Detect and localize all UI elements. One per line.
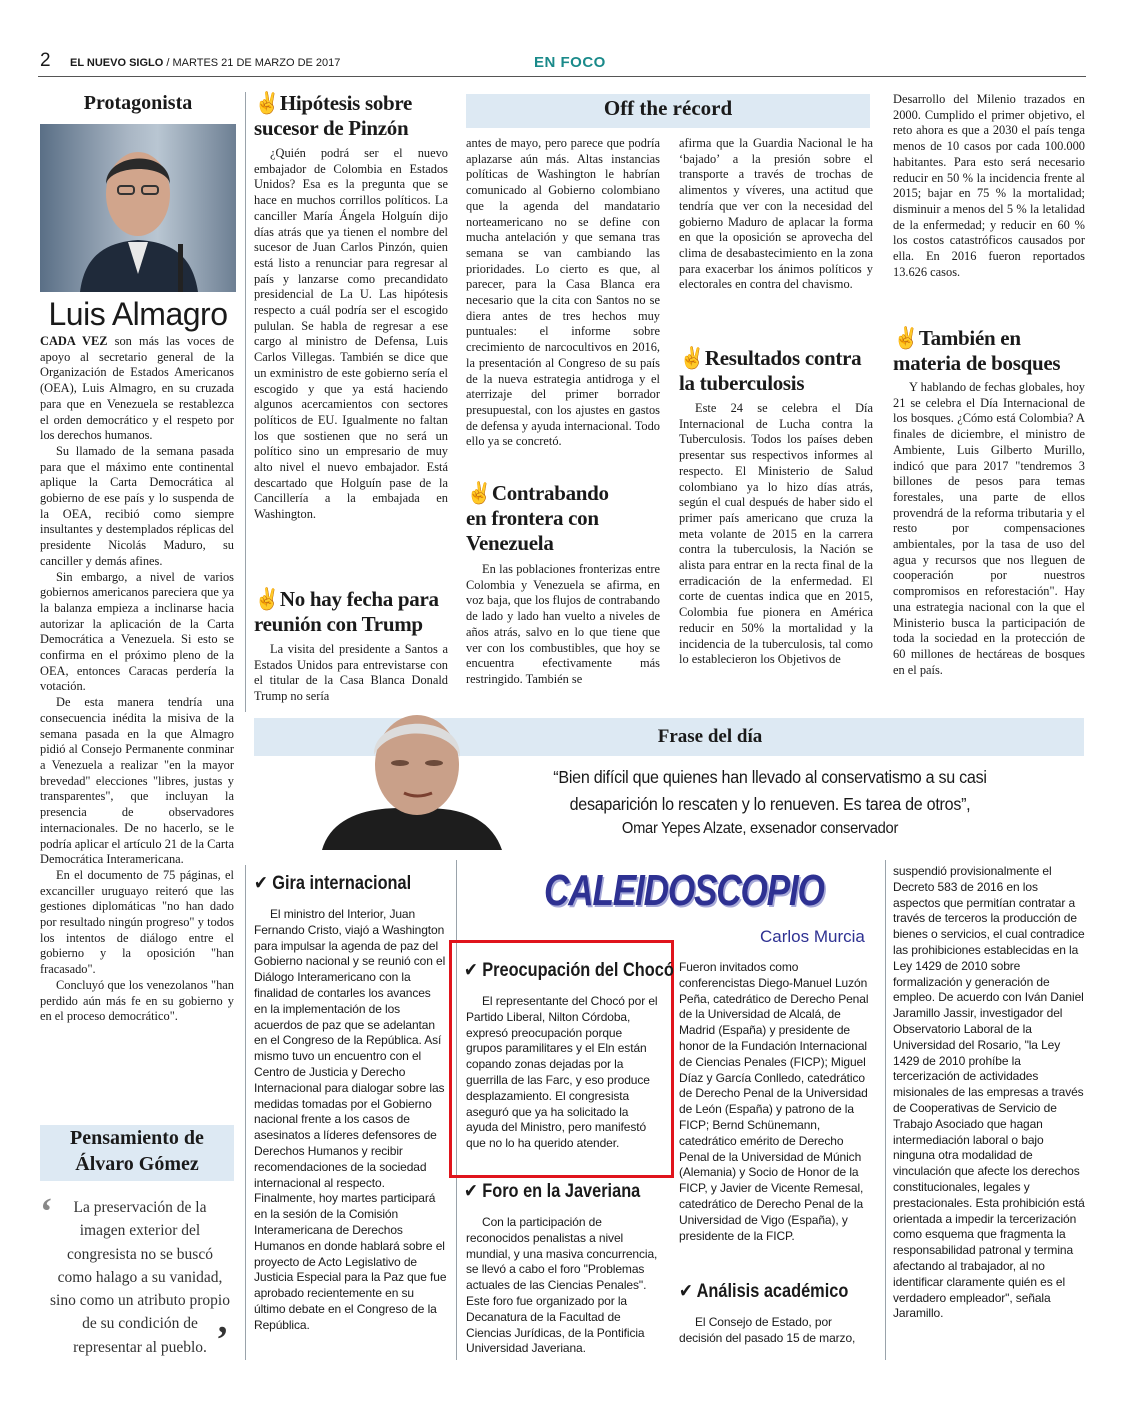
protagonista-p6: Concluyó que los venezolanos "han perdido aún más fe en su gobierno y en el proceso democrático". [40, 977, 234, 1024]
check-icon: ✔ [679, 1280, 693, 1302]
pensamiento-heading-2: Álvaro Gómez [75, 1153, 199, 1175]
check-icon: ✔ [254, 872, 268, 894]
headline-tuberculosis: ✌Resultados contra la tuberculosis [679, 346, 862, 395]
check-icon: ✔ [464, 1180, 478, 1202]
foro-text: Con la participación de reconocidos penalistas a nivel mundial, y una masiva concurrencia, se llevó a cabo el foro "Problemas actuales de las Ciencias Penales". Este foro fue organizado por la Decanatura de la Facultad de Ciencias Jurídicas, de la Pontificia Universidad Javeriana. [466, 1215, 658, 1356]
bosques-text: Y hablando de fechas globales, hoy 21 se celebra el Día Internacional de los bosques. ¿Cómo está Colombia? A finales de diciembre, el ministro de Ambiente, Luis Gilberto Murillo, indicó que para 2017 "tendremos 3 billones de pesos para temas forestales, una parte de ellos provendrá de la reforma tributaria y el resto por compensaciones ambientales, por la tasa de uso del agua y recursos que nos lleguen de cooperación por nuestros compromisos en reforestación". Hay una estrategia nacional con la que el Ministerio busca la participación de toda la sociedad en la protección de 60 millones de hectáreas de bosques en el país. [893, 380, 1085, 677]
contrabando-text: En las poblaciones fronterizas entre Colombia y Venezuela se afirma, en voz baja, que los flujos de contrabando de lado y lado han vuelto a niveles de años atrás, salvo en lo que tiene que ver con los combustibles, que hoy se encuentra efectivamente más restringido. También se [466, 562, 660, 686]
conferencistas-text: Fueron invitados como conferencistas Diego-Manuel Luzón Peña, catedrático de Derecho Penal de la Universidad de Alcalá, de Madrid (España) y presidente de honor de la Fundación Internacional de Ciencias Penales (FICP); Miguel Díaz y García Conlledo, catedrático de Derecho Penal de la Universidad de León (España) y patrono de la FICP; Bernd Schünemann, catedrático emérito de Derecho Penal de la Universidad de Múnich (Alemania) y Socio de Honor de la FICP, y Javier de Vicente Remesal, catedrático de Derecho Penal de la Universidad de Vigo (España), y presidente de la FICP. [679, 960, 869, 1243]
headline-hipotesis: ✌Hipótesis sobre sucesor de Pinzón [254, 91, 413, 140]
open-quote-icon: ‘ [40, 1191, 53, 1233]
headline-analisis: ✔ Análisis académico [679, 1280, 849, 1302]
hand-icon: ✌ [679, 346, 705, 370]
pensamiento-box [40, 1125, 234, 1181]
date-line: / MARTES 21 DE MARZO DE 2017 [166, 57, 341, 69]
frase-photo [322, 705, 502, 850]
analisis-text: El Consejo de Estado, por decisión del pasado 15 de marzo, [679, 1315, 856, 1345]
gira-text: El ministro del Interior, Juan Fernando Cristo, viajó a Washington para impulsar la agenda de paz del Gobierno nacional y se reunió con el Diálogo Interamericano con la finalidad de contarles los avances en la implementación de los acuerdos de paz que se adelantan en el Congreso de la República. Así mismo tuvo un encuentro con el Centro de Justicia y Derecho Internacional para dialogar sobre las medidas tomadas por el Gobierno nacional frente a los casos de asesinatos a líderes defensores de Derechos Humanos y recibir recomendaciones de la sociedad internacional al respecto. Finalmente, hoy martes participará en la sesión de la Comisión Interamericana de Derechos Humanos en donde hablará sobre el proyecto de Acto Legislativo de Justicia Especial para la Paz que fue aprobado recientemente en su último debate en el Congreso de la República. [254, 907, 447, 1332]
off-the-record-heading: Off the récord [603, 96, 733, 120]
col5-text-top: Desarrollo del Milenio trazados en 2000. Cumplido el primer objetivo, el reto ahora es que a 2030 el país tenga menos de 10 casos por cada 100.000 habitantes. Para esto será necesario reducir en 50 % la incidencia frente al 2015; bajar en 75 % la mortalidad; disminuir a menos del 5 % la letalidad de la enfermedad; y reducir en 60 % los costos catastróficos causados por ella. En 2016 fueron reportados 13.626 casos. [893, 92, 1085, 279]
pensamiento-heading-1: Pensamiento de [70, 1127, 204, 1149]
headline-no-hay-fecha: ✌No hay fecha para reunión con Trump [254, 587, 439, 636]
headline-choco: ✔ Preocupación del Chocó [464, 959, 674, 981]
frase-quote [540, 764, 1000, 818]
caleidoscopio-title: CALEIDOSCOPIO [544, 866, 824, 915]
masthead [70, 57, 340, 69]
headline-bosques: ✌También en materia de bosques [893, 326, 1061, 375]
off-col-b: afirma que la Guardia Nacional le ha ‘bajado’ a la presión sobre el transporte a través de trochas de alimentos y víveres, una actitud que tendría que ver con la necesidad del gobierno Maduro de aplacar la forma en que la oposición se aprovecha del clima de desabastecimiento en la zona para exacerbar los ánimos políticos y electorales en contra del chavismo. [679, 136, 873, 292]
frase-author: Omar Yepes Alzate, exsenador conservador [621, 820, 899, 837]
hipotesis-text: ¿Quién podrá ser el nuevo embajador de Colombia en Estados Unidos? Esa es la pregunta que se hace en muchos corrillos políticos. La canciller María Ángela Holguín dijo días atrás que ya tienen el nombre del sucesor de Juan Carlos Pinzón, quien está listo a renunciar para regresar al país y lanzarse como precandidato presidencial de La U. Las hipótesis respecto a cuál podría ser el escogido pululan. Se habla de regresar a ese cargo al ministro de Defensa, Luis Carlos Villegas. También se dice que un exministro de este gobierno sería el escogido y que ya está haciendo algunos acercamientos con sectores políticos de EU. Igualmente no faltan los que sostienen que no será un político sino un empresario de muy alto nivel el nuevo embajador. Está descartado que Holguín pase de la Cancillería a la embajada en Washington. [254, 146, 448, 522]
headline-contrabando: ✌Contrabando en frontera con Venezuela [466, 481, 609, 555]
tuberculosis-text: Este 24 se celebra el Día Internacional de Lucha contra la Tuberculosis. Todos los países deben presentar sus respectivos informes al respecto. El Ministerio de Salud colombiano ya lo hizo días atrás, según el cual después de haber sido el primer país americano que cruza la meta volante de 2015 en la carrera contra la tuberculosis, la Nación se alista para entrar en la recta final de la erradicación de la enfermedad. El corte de cuentas indica que en 2015, Colombia fue pionera en América reducir en 50% la mortalidad y la incidencia de la tuberculosis, tal como lo establecieron los Objetivos de [679, 401, 873, 667]
lead-in: CADA VEZ [40, 334, 108, 348]
headline-gira: ✔ Gira internacional [254, 872, 412, 894]
no-hay-fecha-text: La visita del presidente a Santos a Estados Unidos para entrevistarse con el titular de la Casa Blanca Donald Trump no sería [254, 642, 448, 704]
protagonista-p2: Su llamado de la semana pasada para que el máximo ente continental aplique la Carta Democrática al gobierno de ese país y lo suspenda de la OEA, recibió como siempre insultantes y destemplados réplicas del presidente Nicolás Maduro, su canciller y demás afines. [40, 443, 234, 568]
off-col-a: antes de mayo, pero parece que podría aplazarse aún más. Altas instancias políticas de Washington le habrían comunicado al Gobierno colombiano que la agenda del mandatario norteamericano no se define con mucha antelación y que semana tras semana se van cambiando las prioridades. Lo cierto es que, al parecer, para la Casa Blanca era necesario que la cita con Santos no se diera antes de tres hechos muy puntuales: el informe sobre crecimiento de narcocultivos en 2016, la presentación al Congreso de su país de la nueva estrategia antidroga y el aterrizaje del primer borrador presupuestal, con los ajustes en gastos de defensa y ayuda internacional. Todo ello ya se concretó. [466, 136, 660, 449]
paper-name: EL NUEVO SIGLO [70, 57, 164, 69]
protagonista-p4: De esta manera tendría una consecuencia inédita la misiva de la semana pasada en la que Almagro pidió al Consejo Permanente conminar a Venezuela a realizar "en la mayor brevedad" elecciones "libres, justas y transparentes", que incluyan la presencia de observadores internacionales. De no hacerlo, se le podría aplicar el artículo 21 de la Carta Democrática Interamericana. [40, 695, 234, 867]
column-divider [885, 860, 886, 1360]
page-number: 2 [40, 50, 51, 71]
column-divider [245, 865, 246, 1360]
hand-icon: ✌ [254, 91, 280, 115]
portrait-photo [40, 124, 236, 292]
frase-line-2: desaparición lo rescaten y lo renueven. Es tarea de otros”, [569, 794, 971, 814]
frase-heading: Frase del día [657, 726, 763, 747]
section-label: EN FOCO [534, 54, 606, 71]
hand-icon: ✌ [466, 481, 492, 505]
caleidoscopio-author: Carlos Murcia [760, 927, 865, 946]
protagonista-heading: Protagonista [83, 92, 193, 114]
close-quote-icon: ’ [216, 1319, 229, 1361]
hand-icon: ✌ [893, 326, 919, 350]
column-divider [245, 92, 246, 712]
protagonista-text [40, 334, 234, 1025]
hand-icon: ✌ [254, 587, 280, 611]
protagonista-p5: En el documento de 75 páginas, el excanciller uruguayo reiteró que las gestiones diplomáticas "no han dado por resultado ningún progreso" y todos los intentos de diálogo entre el gobierno y la oposición "han fracasado". [40, 867, 234, 977]
masthead-rule [38, 76, 1086, 77]
protagonista-p1: son más las voces de apoyo al secretario general de la Organización de Estados Americanos (OEA), Luis Almagro, en su cruzada para que en Venezuela se restablezca el orden democrático y el respeto por los derechos humanos. [40, 334, 234, 443]
pensamiento-quote: La preservación de la imagen exterior del congresista no se buscó como halago a su vanidad, sino como un atributo propio de su condición de representar al pueblo. [50, 1199, 230, 1356]
choco-text: El representante del Chocó por el Partido Liberal, Nilton Córdoba, expresó preocupación porque grupos paramilitares y el Eln están copando zonas dejadas por la guerrilla de las Farc, y eso produce desplazamiento. El congresista aseguró que ya ha solicitado la ayuda del Ministro, pero manifestó que no lo ha querido atender. [466, 994, 658, 1151]
headline-foro: ✔ Foro en la Javeriana [464, 1180, 641, 1202]
check-icon: ✔ [464, 959, 478, 981]
frase-line-1: “Bien difícil que quienes han llevado al conservatismo a su casi [553, 767, 987, 787]
decreto-text: suspendió provisionalmente el Decreto 583 de 2016 en los aspectos que permitían contratar a través de terceros la producción de bienes o servicios, el cual contradice las prohibiciones establecidas en la Ley 1429 de 2010 sobre formalización y generación de empleo. De acuerdo con Iván Daniel Jaramillo Jassir, investigador del Observatorio Laboral de la Universidad del Rosario, "la Ley 1429 de 2010 prohíbe la tercerización de actividades misionales de las empresas a través de Cooperativas de Servicio de Trabajo Asociado que hagan intermediación laboral o bajo ninguna otra modalidad de vinculación que afecte los derechos constitucionales, legales y prestacionales. Esta prohibición está orientada a impedir la tercerización como esquema que fragmenta la responsabilidad patronal y termina afectando al trabajador, al no identificar claramente quién es el verdadero empleador", señala Jaramillo. [893, 864, 1085, 1321]
protagonista-name: Luis Almagro [48, 296, 228, 332]
protagonista-p3: Sin embargo, a nivel de varios gobiernos americanos pareciera que ya la balanza empieza a inclinarse hacia autorizar la aplicación de la Carta Democrática a Venezuela. Si esto se confirma en el próximo pleno de la OEA, entonces Caracas perdería la votación. [40, 569, 234, 694]
